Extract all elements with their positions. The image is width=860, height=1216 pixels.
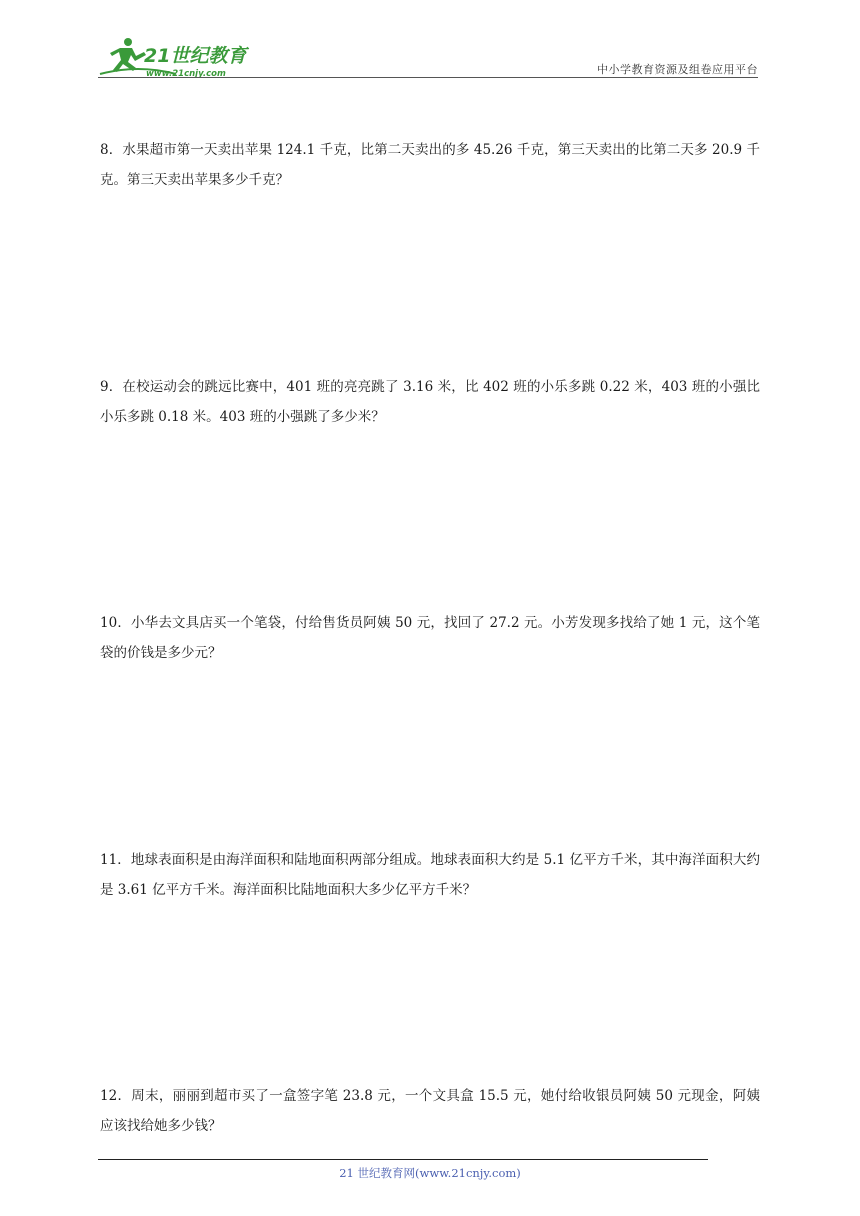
- page-header: [98, 30, 758, 80]
- footer-source: 21 世纪教育网(www.21cnjy.com): [339, 1166, 521, 1180]
- question-9: 9．在校运动会的跳远比赛中，401 班的亮亮跳了 3.16 米，比 402 班的小乐多跳 0.22 米，403 班的小强比小乐多跳 0.18 米。403 班的小强跳了多少米？: [100, 379, 760, 425]
- logo-url-text: www.21cnjy.com: [146, 69, 226, 78]
- footer-divider: [98, 1159, 708, 1160]
- question-11: 11．地球表面积是由海洋面积和陆地面积两部分组成。地球表面积大约是 5.1 亿平方千米，其中海洋面积大约是 3.61 亿平方千米。海洋面积比陆地面积大多少亿平方千米？: [100, 852, 760, 898]
- platform-name: 中小学教育资源及组卷应用平台: [597, 63, 758, 76]
- logo-text: 21世纪教育: [144, 45, 247, 67]
- logo-21cnjy: [98, 34, 268, 78]
- question-12: 12．周末，丽丽到超市买了一盒签字笔 23.8 元，一个文具盒 15.5 元，她付给收银员阿姨 50 元现金，阿姨应该找给她多少钱？: [100, 1088, 760, 1134]
- header-divider: [98, 77, 758, 78]
- question-8: 8．水果超市第一天卖出苹果 124.1 千克，比第二天卖出的多 45.26 千克，第三天卖出的比第二天多 20.9 千克。第三天卖出苹果多少千克？: [100, 142, 760, 188]
- question-10: 10．小华去文具店买一个笔袋，付给售货员阿姨 50 元，找回了 27.2 元。小芳发现多找给了她 1 元，这个笔袋的价钱是多少元？: [100, 615, 760, 661]
